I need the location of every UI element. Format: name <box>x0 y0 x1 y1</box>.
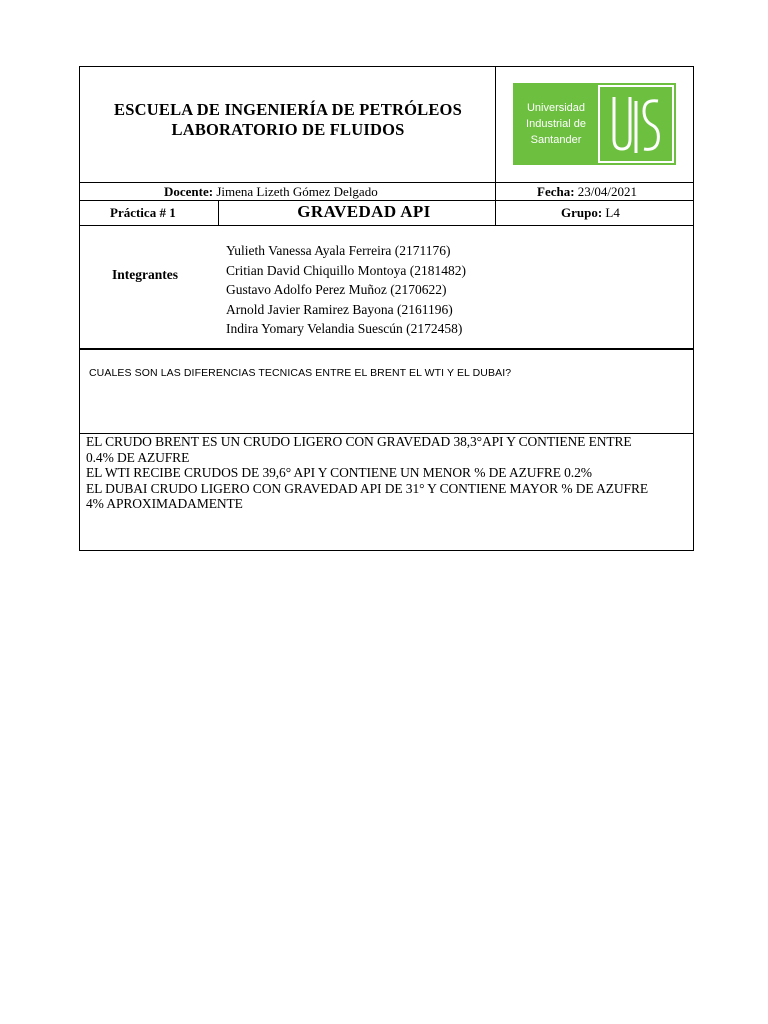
answer-line: EL DUBAI CRUDO LIGERO CON GRAVEDAD API DE 31° Y CONTIENE MAYOR % DE AZUFRE <box>86 480 649 496</box>
question-text: CUALES SON LAS DIFERENCIAS TECNICAS ENTRE EL BRENT EL WTI Y EL DUBAI? <box>89 367 512 379</box>
logo-text-line-3: Santander <box>530 134 582 146</box>
fecha-field <box>537 184 637 200</box>
grupo-field <box>561 205 620 221</box>
member-item: Yulieth Vanessa Ayala Ferreira (2171176) <box>226 243 451 258</box>
row-line-2 <box>79 200 694 201</box>
answer-line: 0.4% DE AZUFRE <box>86 449 190 465</box>
members-list <box>226 241 466 339</box>
grupo-label: Grupo: <box>561 205 603 220</box>
practice-title: GRAVEDAD API <box>297 202 431 221</box>
docente-label: Docente: <box>164 184 214 199</box>
docente-field <box>164 184 378 200</box>
member-item: Gustavo Adolfo Perez Muñoz (2170622) <box>226 282 447 297</box>
answer-line: EL CRUDO BRENT ES UN CRUDO LIGERO CON GRAVEDAD 38,3°API Y CONTIENE ENTRE <box>86 434 632 449</box>
school-title <box>80 100 496 140</box>
grupo-value: L4 <box>605 205 620 220</box>
fecha-value: 23/04/2021 <box>577 184 638 199</box>
uis-logo <box>513 83 676 165</box>
answer-line: EL WTI RECIBE CRUDOS DE 39,6° API Y CONTIENE UN MENOR % DE AZUFRE 0.2% <box>86 465 592 480</box>
practica-label: Práctica # 1 <box>110 205 176 220</box>
logo-text-line-2: Industrial de <box>526 118 586 130</box>
answer-text <box>86 434 648 512</box>
answer-line: 4% APROXIMADAMENTE <box>86 496 243 511</box>
fecha-label: Fecha: <box>537 184 575 199</box>
school-line-1: ESCUELA DE INGENIERÍA DE PETRÓLEOS <box>114 100 462 119</box>
logo-text <box>517 100 595 148</box>
question-box <box>79 348 694 434</box>
logo-text-line-1: Universidad <box>526 102 586 114</box>
docente-value: Jimena Lizeth Gómez Delgado <box>216 184 378 199</box>
school-line-2: LABORATORIO DE FLUIDOS <box>171 120 405 139</box>
uis-mark-icon <box>598 85 674 163</box>
member-item: Critian David Chiquillo Montoya (2181482) <box>226 262 466 278</box>
member-item: Arnold Javier Ramirez Bayona (2161196) <box>226 301 453 317</box>
practica-divider <box>218 200 219 225</box>
member-item: Indira Yomary Velandia Suescún (2172458) <box>226 321 463 336</box>
row-line-1 <box>79 182 694 183</box>
row-line-3 <box>79 225 694 226</box>
integrantes-label: Integrantes <box>112 267 178 282</box>
